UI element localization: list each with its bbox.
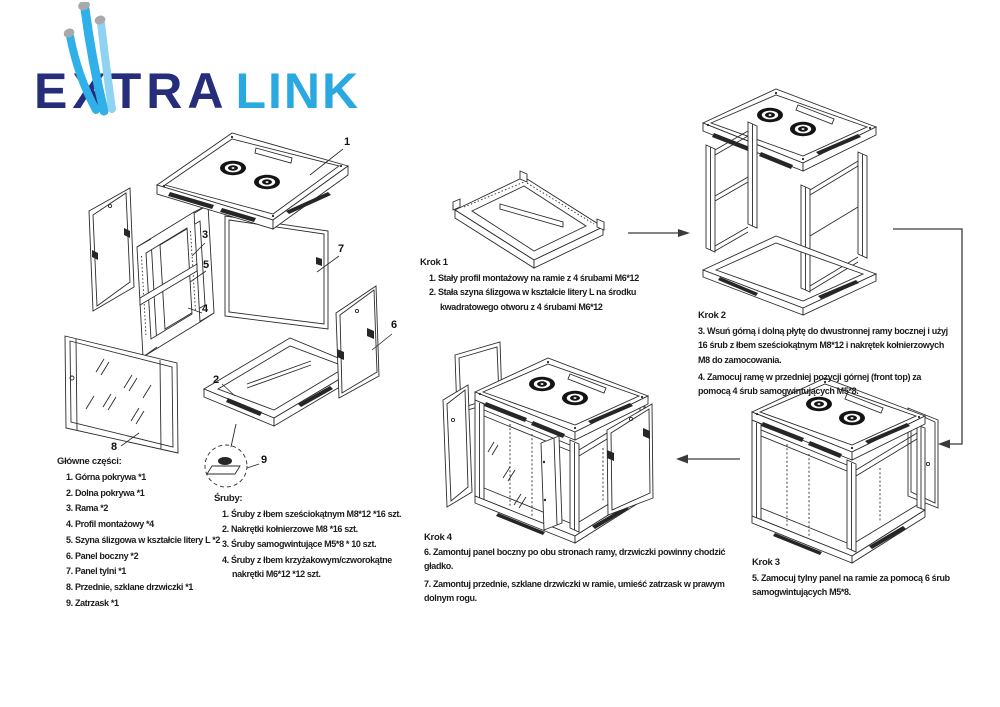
step-line: samogwintujących M5*8.	[752, 587, 851, 598]
krok1-diagram	[453, 171, 604, 268]
parts-list-item: 9. Zatrzask *1	[66, 597, 119, 608]
krok2-text	[698, 308, 948, 398]
logo-word-extra: EXTRA	[34, 63, 229, 119]
step-line: 2. Stała szyna ślizgowa w kształcie litery L na środku	[429, 287, 637, 298]
callout-6: 6	[391, 319, 398, 331]
parts-list-item: 6. Panel boczny *2	[66, 550, 139, 561]
step-line: kwadratowego otworu z 4 śrubami M6*12	[440, 301, 603, 312]
step-line: M8 do zamocowania.	[698, 354, 782, 365]
glass-door-part8	[65, 336, 178, 453]
krok4-title: Krok 4	[424, 532, 452, 543]
arrow-krok1-to-krok2	[628, 229, 690, 237]
left-side-panel	[89, 188, 134, 311]
step-line: 1. Stały profil montażowy na ramie z 4 śrubami M6*12	[429, 273, 639, 283]
step-line: 7. Zamontuj przednie, szklane drzwiczki w ramie, umieść zatrzask w prawym	[424, 578, 725, 589]
parts-list-item: 8. Przednie, szklane drzwiczki *1	[66, 581, 194, 592]
screws-list-item-wrap: nakrętki M6*12 *12 szt.	[232, 568, 321, 579]
arrow-krok3-to-krok4	[676, 455, 740, 464]
krok1-title: Krok 1	[420, 257, 448, 268]
krok3-text	[752, 555, 950, 600]
step-line: 3. Wsuń górną i dolną płytę do dwustronnej ramy bocznej i użyj	[698, 326, 948, 336]
screws-list-item: 3. Śruby samogwintujące M5*8 * 10 szt.	[222, 539, 377, 550]
parts-list-item: 5. Szyna ślizgowa w kształcie litery L *2	[66, 534, 221, 545]
screws-list-item: 4. Śruby z łbem krzyżakowym/czworokątne	[222, 554, 392, 565]
callout-8: 8	[111, 441, 118, 453]
screws-list	[214, 490, 401, 580]
step-line: 4. Zamocuj ramę w przedniej pozycji górnej (front top) za	[698, 371, 922, 382]
step-line: 16 śrub z łbem sześciokątnym M8*12 i nakrętek kołnierzowych	[698, 340, 944, 351]
step-line: 6. Zamontuj panel boczny po obu stronach ramy, drzwiczki powinny chodzić	[424, 547, 726, 557]
parts-list-item: 4. Profil montażowy *4	[66, 519, 154, 530]
parts-list-item: 3. Rama *2	[66, 503, 109, 514]
screws-list-item: 1. Śruby z łbem sześciokątnym M8*12 *16 szt.	[222, 509, 402, 519]
step-line: dolnym rogu.	[424, 592, 477, 603]
exploded-view-diagram	[65, 133, 392, 487]
krok4-left-panels	[443, 342, 502, 507]
callout-7: 7	[338, 243, 345, 255]
screws-list-item: 2. Nakrętki kołnierzowe M8 *16 szt.	[222, 524, 358, 535]
parts-list-item: 7. Panel tylni *1	[66, 566, 127, 577]
krok3-title: Krok 3	[752, 557, 780, 568]
rear-panel-part7	[225, 216, 328, 329]
krok4-text	[424, 531, 725, 605]
callout-9: 9	[261, 454, 268, 466]
krok2-title: Krok 2	[698, 310, 726, 321]
screws-list-title: Śruby:	[214, 493, 243, 504]
main-parts-list	[57, 453, 220, 611]
callout-2: 2	[213, 374, 220, 386]
frame-part3	[137, 205, 214, 357]
parts-list-item: 1. Górna pokrywa *1	[66, 472, 146, 482]
step-line: pomocą 4 śrub samogwintujących M5*8.	[698, 386, 859, 397]
logo-fiber-swoosh-icon	[30, 2, 150, 122]
callout-3: 3	[202, 229, 209, 241]
logo-word-link: LINK	[235, 63, 361, 119]
krok3-diagram	[752, 378, 938, 563]
parts-list-title: Główne części:	[57, 456, 122, 467]
step-line: 5. Zamocuj tylny panel na ramie za pomocą 6 śrub	[752, 573, 950, 583]
bottom-cover-part2	[204, 338, 360, 426]
krok2-diagram	[703, 89, 876, 315]
krok4-diagram	[443, 342, 653, 543]
right-side-panel-part6	[336, 286, 379, 398]
callout-5: 5	[203, 259, 210, 271]
parts-list-item: 2. Dolna pokrywa *1	[66, 487, 145, 498]
callout-1: 1	[344, 136, 351, 148]
krok1-text	[420, 255, 639, 314]
top-cover-part1	[157, 133, 351, 229]
step-line: gładko.	[424, 561, 454, 572]
callout-4: 4	[202, 303, 209, 315]
